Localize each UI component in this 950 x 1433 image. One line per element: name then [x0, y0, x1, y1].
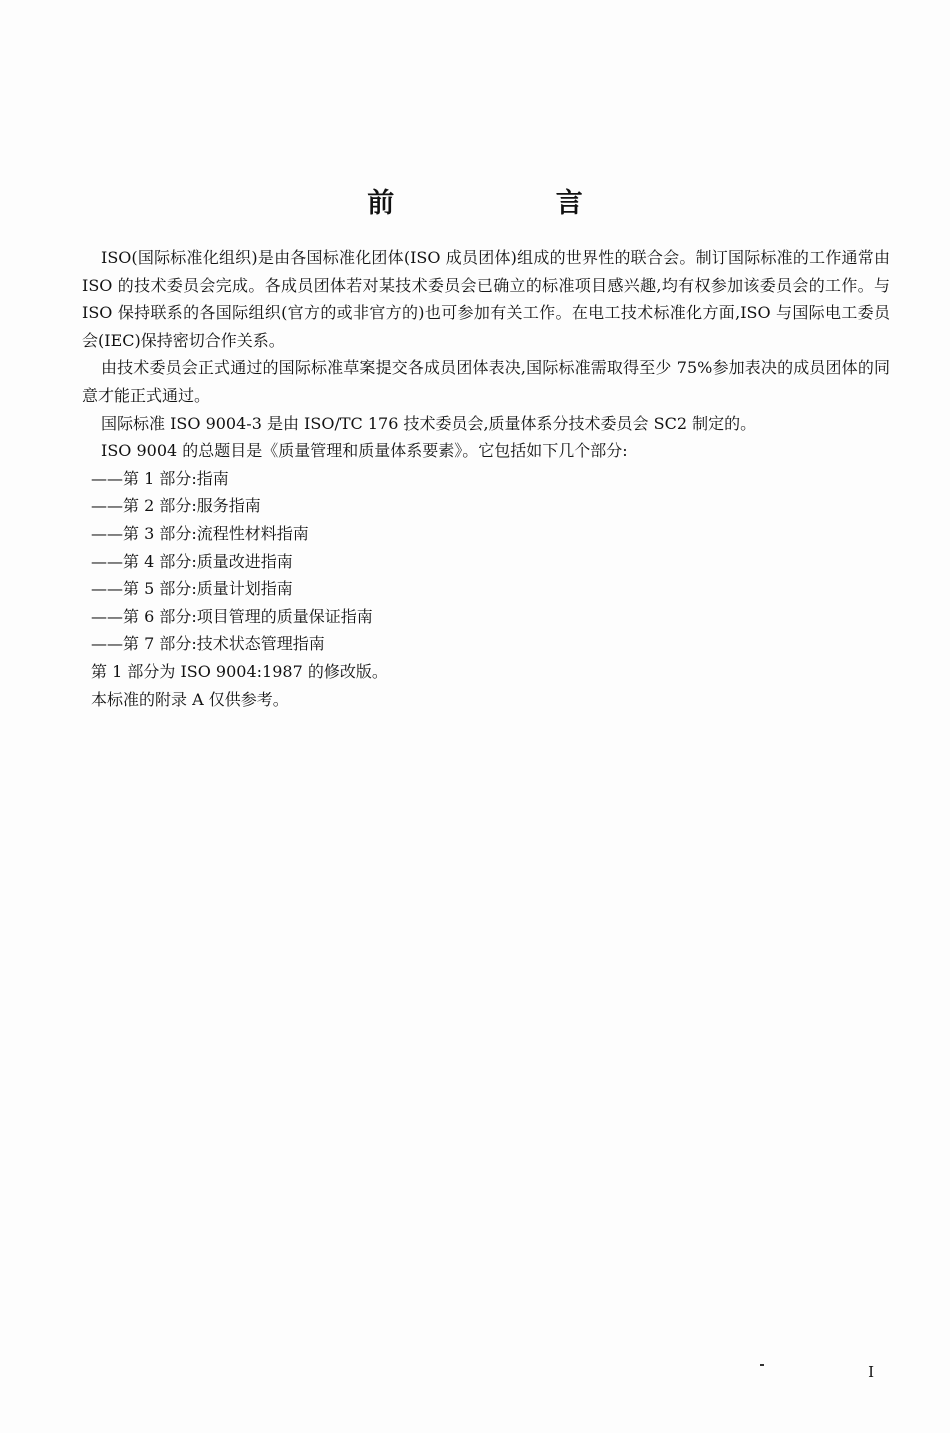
- list-item: ——第 6 部分:项目管理的质量保证指南: [91, 606, 373, 626]
- list-item: ——第 7 部分:技术状态管理指南: [91, 634, 325, 654]
- paragraph-revision-note: 第 1 部分为 ISO 9004:1987 的修改版。: [91, 661, 388, 681]
- paragraph-committee: 国际标准 ISO 9004-3 是由 ISO/TC 176 技术委员会,质量体系分技术委员会 SC2 制定的。: [101, 413, 757, 433]
- page-number: I: [868, 1363, 874, 1381]
- paragraph-series-title: ISO 9004 的总题目是《质量管理和质量体系要素》。它包括如下几个部分:: [101, 441, 628, 461]
- paragraph-annex-note: 本标准的附录 A 仅供参考。: [91, 689, 289, 709]
- list-item: ——第 4 部分:质量改进指南: [91, 551, 293, 571]
- list-item: ——第 1 部分:指南: [91, 468, 229, 488]
- scan-speck: [760, 1364, 764, 1366]
- list-item: ——第 2 部分:服务指南: [91, 496, 261, 516]
- list-item: ——第 3 部分:流程性材料指南: [91, 523, 309, 543]
- page-title: 前 言: [367, 188, 659, 219]
- paragraph-voting: 由技术委员会正式通过的国际标准草案提交各成员团体表决,国际标准需取得至少 75%参加表决的成员团体的同意才能正式通过。: [82, 358, 890, 405]
- list-item: ——第 5 部分:质量计划指南: [91, 579, 293, 599]
- foreword-body: [82, 244, 890, 713]
- paragraph-iso-intro: ISO(国际标准化组织)是由各国标准化团体(ISO 成员团体)组成的世界性的联合会。制订国际标准的工作通常由 ISO 的技术委员会完成。各成员团体若对某技术委员会已确立的标准项目感兴趣,均有权参加该委员会的工作。与 ISO 保持联系的各国际组织(官方的或非官方的)也可参加有关工作。在电工技术标准化方面,ISO 与国际电工委员会(IEC)保持密切合作关系。: [82, 248, 890, 350]
